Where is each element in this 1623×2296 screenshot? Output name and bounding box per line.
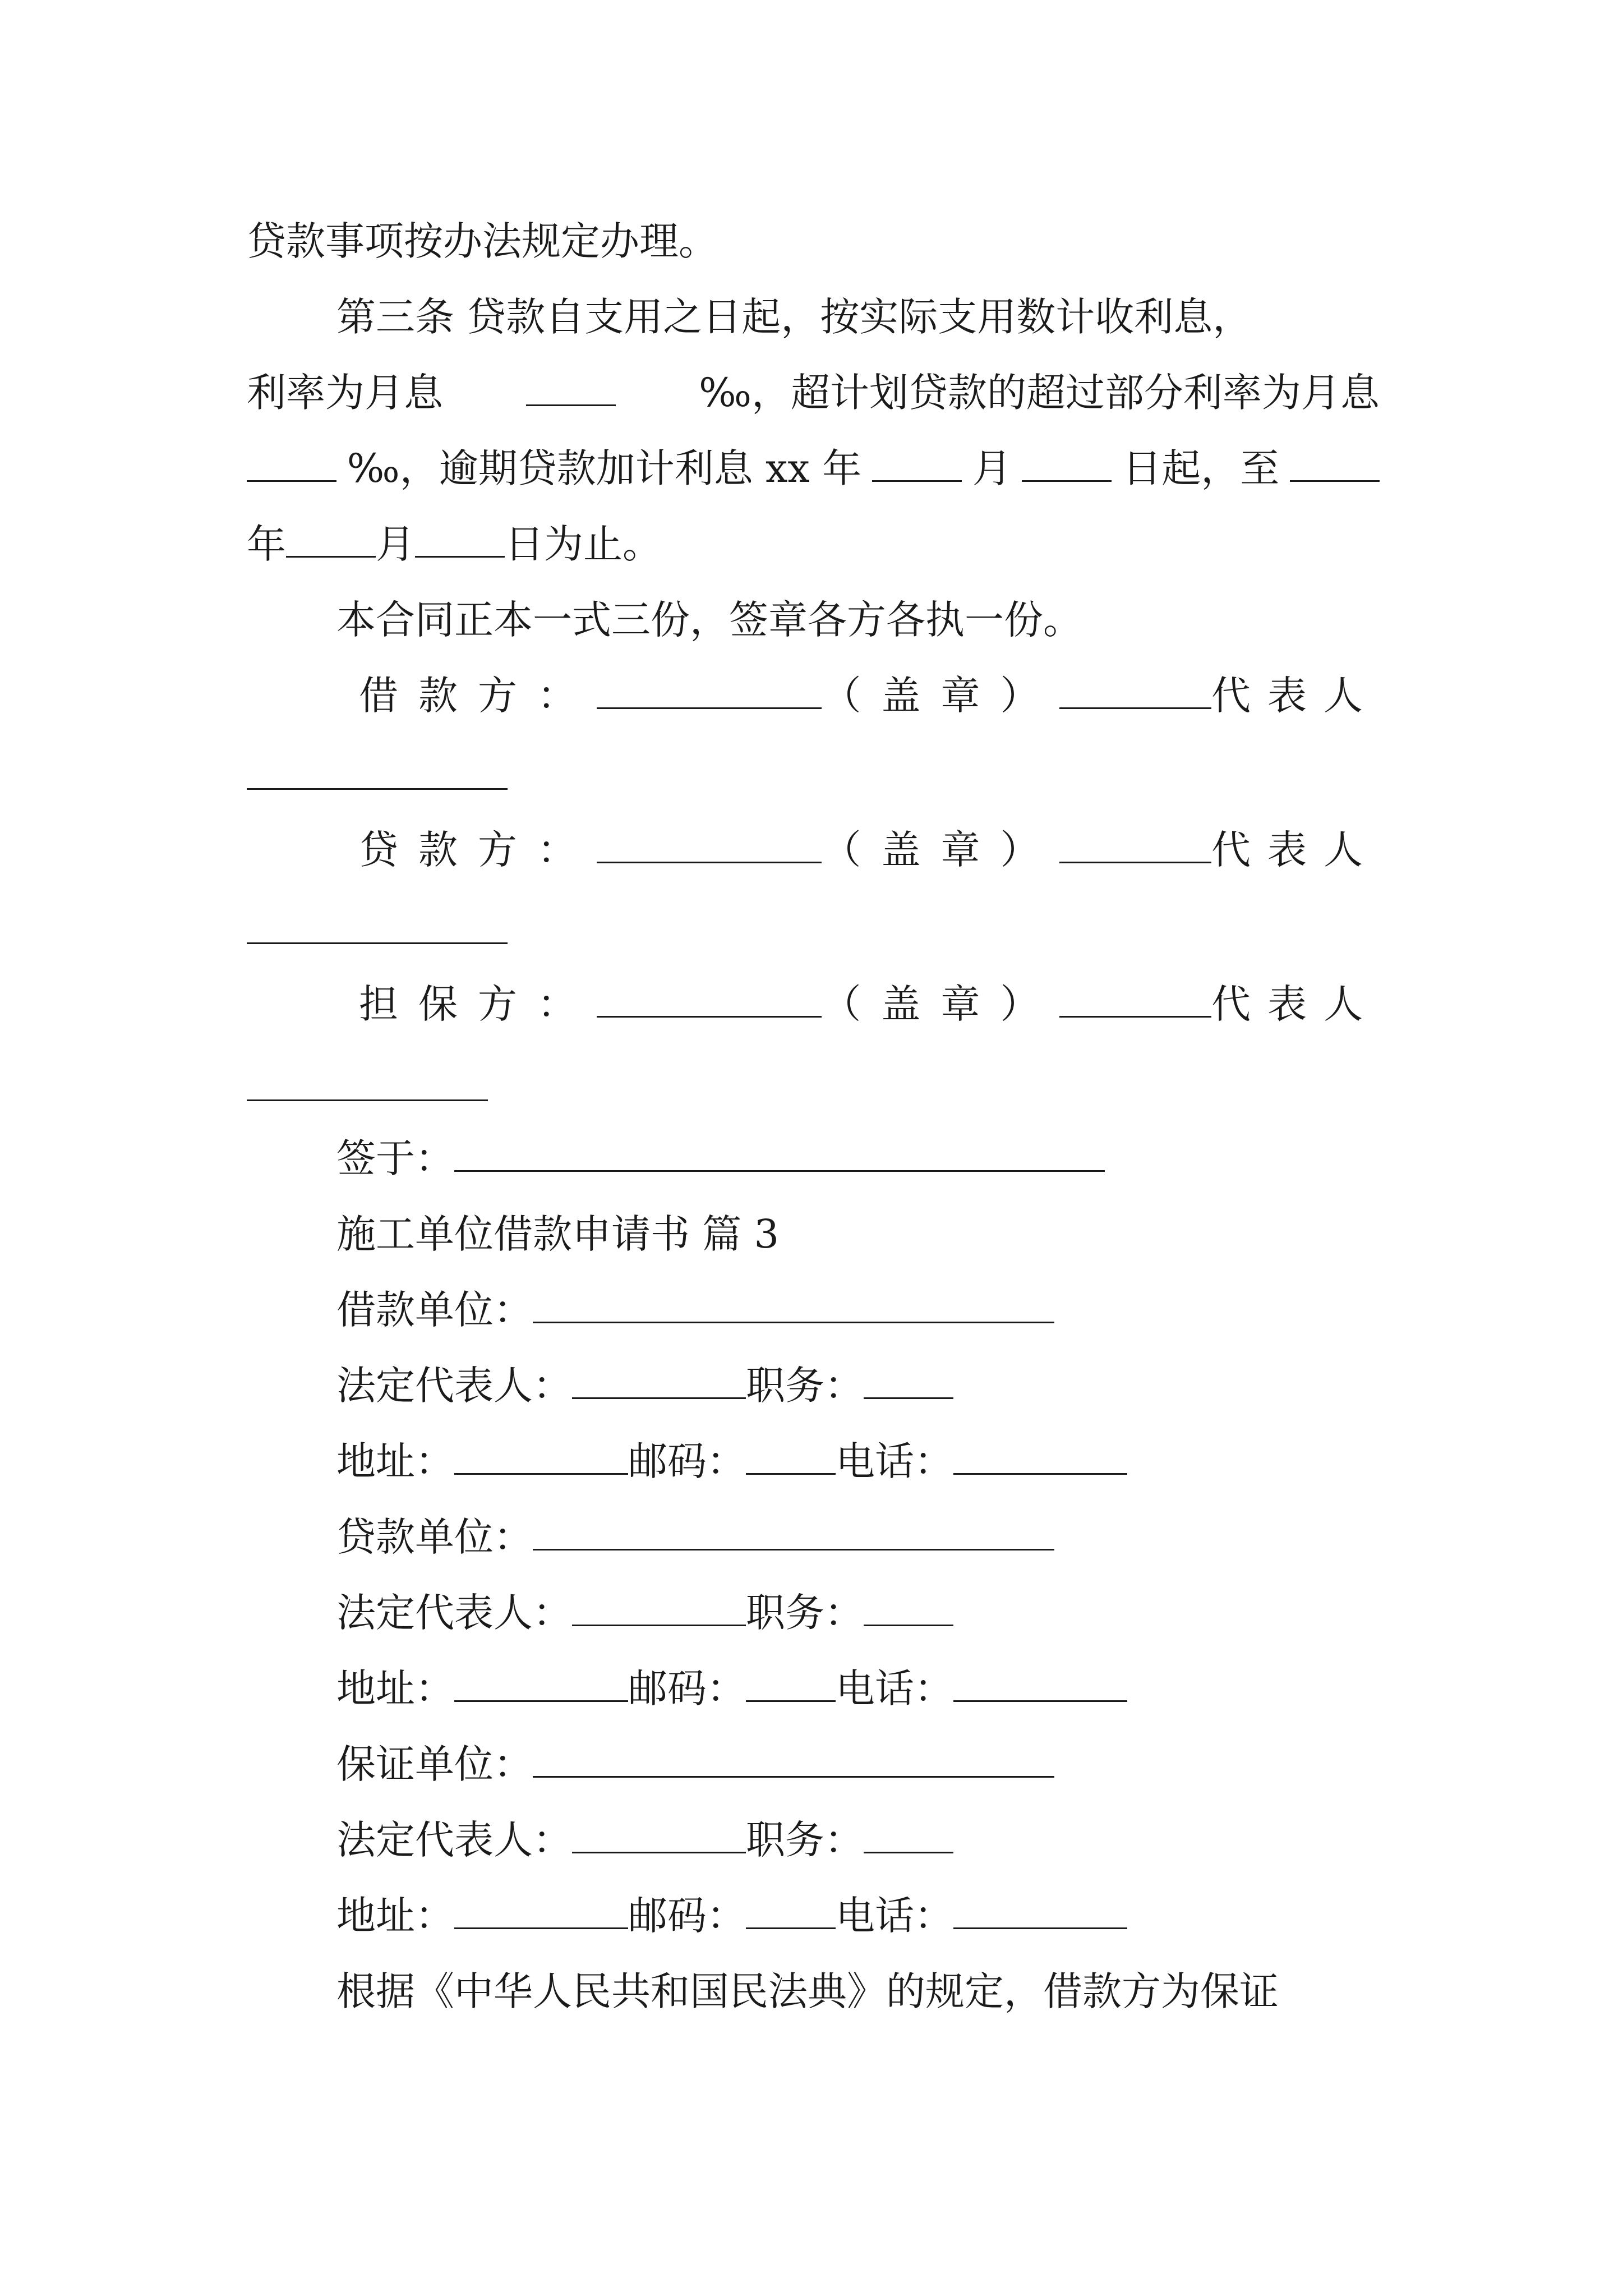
seal-label: （盖章） xyxy=(822,673,1060,719)
text: ‰，超计划贷款的超过部分利率为月息 xyxy=(699,370,1380,416)
unit-line xyxy=(336,1512,1469,1562)
party-label: 借款方： xyxy=(359,673,597,719)
blank-field[interactable] xyxy=(597,826,822,863)
address-line xyxy=(336,1663,1469,1714)
label: 邮码： xyxy=(628,1893,746,1939)
label: 地址： xyxy=(336,1438,454,1484)
blank-field[interactable] xyxy=(864,1816,953,1853)
blank-field[interactable] xyxy=(286,520,376,558)
text: 根据《中华人民共和国民法典》的规定，借款方为保证 xyxy=(336,1968,1279,2014)
blank-field[interactable] xyxy=(872,444,962,482)
address-line xyxy=(336,1436,1469,1487)
blank-field[interactable] xyxy=(572,1589,746,1626)
blank-field[interactable] xyxy=(247,942,508,944)
label: 电话： xyxy=(836,1665,953,1711)
blank-field[interactable] xyxy=(247,788,508,790)
blank-field[interactable] xyxy=(864,1589,953,1626)
blank-field[interactable] xyxy=(746,1437,836,1475)
legal-rep-line xyxy=(336,1588,1469,1638)
blank-field[interactable] xyxy=(572,1361,746,1399)
label: 职务： xyxy=(746,1817,864,1863)
label: 地址： xyxy=(336,1665,454,1711)
seal-label: （盖章） xyxy=(822,981,1060,1027)
representative-label: 代表人 xyxy=(1211,981,1380,1027)
closing-line xyxy=(336,1966,1380,2017)
blank-field[interactable] xyxy=(454,1892,628,1929)
blank-field[interactable] xyxy=(533,1286,1054,1323)
label: 电话： xyxy=(836,1438,953,1484)
address-line xyxy=(336,1890,1469,1941)
text: 月 xyxy=(972,445,1012,491)
blank-field[interactable] xyxy=(953,1437,1127,1475)
label: 借款单位： xyxy=(336,1287,533,1333)
label: 电话： xyxy=(836,1893,953,1939)
party-label: 担保方： xyxy=(359,981,597,1027)
legal-rep-line xyxy=(336,1815,1469,1865)
unit-line xyxy=(336,1285,1469,1335)
blank-field[interactable] xyxy=(953,1892,1127,1929)
blank-field[interactable] xyxy=(454,1437,628,1475)
seal-label: （盖章） xyxy=(822,827,1060,873)
label: 法定代表人： xyxy=(336,1363,572,1409)
blank-field[interactable] xyxy=(1059,980,1211,1018)
representative-label: 代表人 xyxy=(1211,827,1380,873)
label: 地址： xyxy=(336,1893,454,1939)
blank-field[interactable] xyxy=(597,671,822,709)
signature-row xyxy=(359,979,1380,1029)
label: 法定代表人： xyxy=(336,1817,572,1863)
blank-field[interactable] xyxy=(1290,444,1380,482)
text: 月 xyxy=(376,521,415,567)
label: 邮码： xyxy=(628,1438,746,1484)
label: 邮码： xyxy=(628,1665,746,1711)
blank-field[interactable] xyxy=(247,1099,488,1101)
blank-field[interactable] xyxy=(533,1740,1054,1778)
blank-field[interactable] xyxy=(746,1892,836,1929)
blank-field[interactable] xyxy=(1059,671,1211,709)
signature-row xyxy=(359,825,1380,875)
article-3-line-2 xyxy=(247,367,1380,418)
copies-line xyxy=(336,595,1380,645)
label: 职务： xyxy=(746,1590,864,1636)
blank-field[interactable] xyxy=(864,1361,953,1399)
article-3-line-4 xyxy=(247,519,1380,569)
signed-at-line xyxy=(336,1133,1469,1184)
text: 第三条 贷款自支用之日起，按实际支用数计收利息， xyxy=(336,294,1252,340)
label: 签于： xyxy=(336,1135,454,1181)
blank-field[interactable] xyxy=(597,980,822,1018)
text: 日为止。 xyxy=(505,521,662,567)
article-3-line-3 xyxy=(247,443,1380,494)
blank-field[interactable] xyxy=(454,1664,628,1702)
text: 利率为月息 xyxy=(247,370,443,416)
signature-row xyxy=(359,670,1380,721)
section-title xyxy=(336,1209,1469,1259)
label: 法定代表人： xyxy=(336,1590,572,1636)
blank-field[interactable] xyxy=(953,1664,1127,1702)
blank-field[interactable] xyxy=(533,1513,1054,1550)
blank-field[interactable] xyxy=(247,444,336,482)
blank-field[interactable] xyxy=(1059,826,1211,863)
text: 本合同正本一式三份，签章各方各执一份。 xyxy=(336,597,1082,643)
article-3-line-1 xyxy=(336,292,1380,342)
paragraph-line xyxy=(247,216,1380,266)
text: 贷款事项按办法规定办理。 xyxy=(247,218,718,264)
label: 贷款单位： xyxy=(336,1514,533,1560)
legal-rep-line xyxy=(336,1360,1469,1411)
blank-field[interactable] xyxy=(746,1664,836,1702)
label: 保证单位： xyxy=(336,1741,533,1787)
text: 年 xyxy=(247,521,286,567)
blank-field[interactable] xyxy=(572,1816,746,1853)
blank-field[interactable] xyxy=(1022,444,1112,482)
text: ‰，逾期贷款加计利息 xx 年 xyxy=(347,445,862,491)
text: 施工单位借款申请书 篇 3 xyxy=(336,1211,780,1257)
label: 职务： xyxy=(746,1363,864,1409)
text: 日起，至 xyxy=(1122,445,1280,491)
party-label: 贷款方： xyxy=(359,827,597,873)
blank-field[interactable] xyxy=(415,520,505,558)
blank-field[interactable] xyxy=(454,1134,1105,1172)
representative-label: 代表人 xyxy=(1211,673,1380,719)
blank-field[interactable] xyxy=(526,369,616,406)
unit-line xyxy=(336,1739,1469,1789)
